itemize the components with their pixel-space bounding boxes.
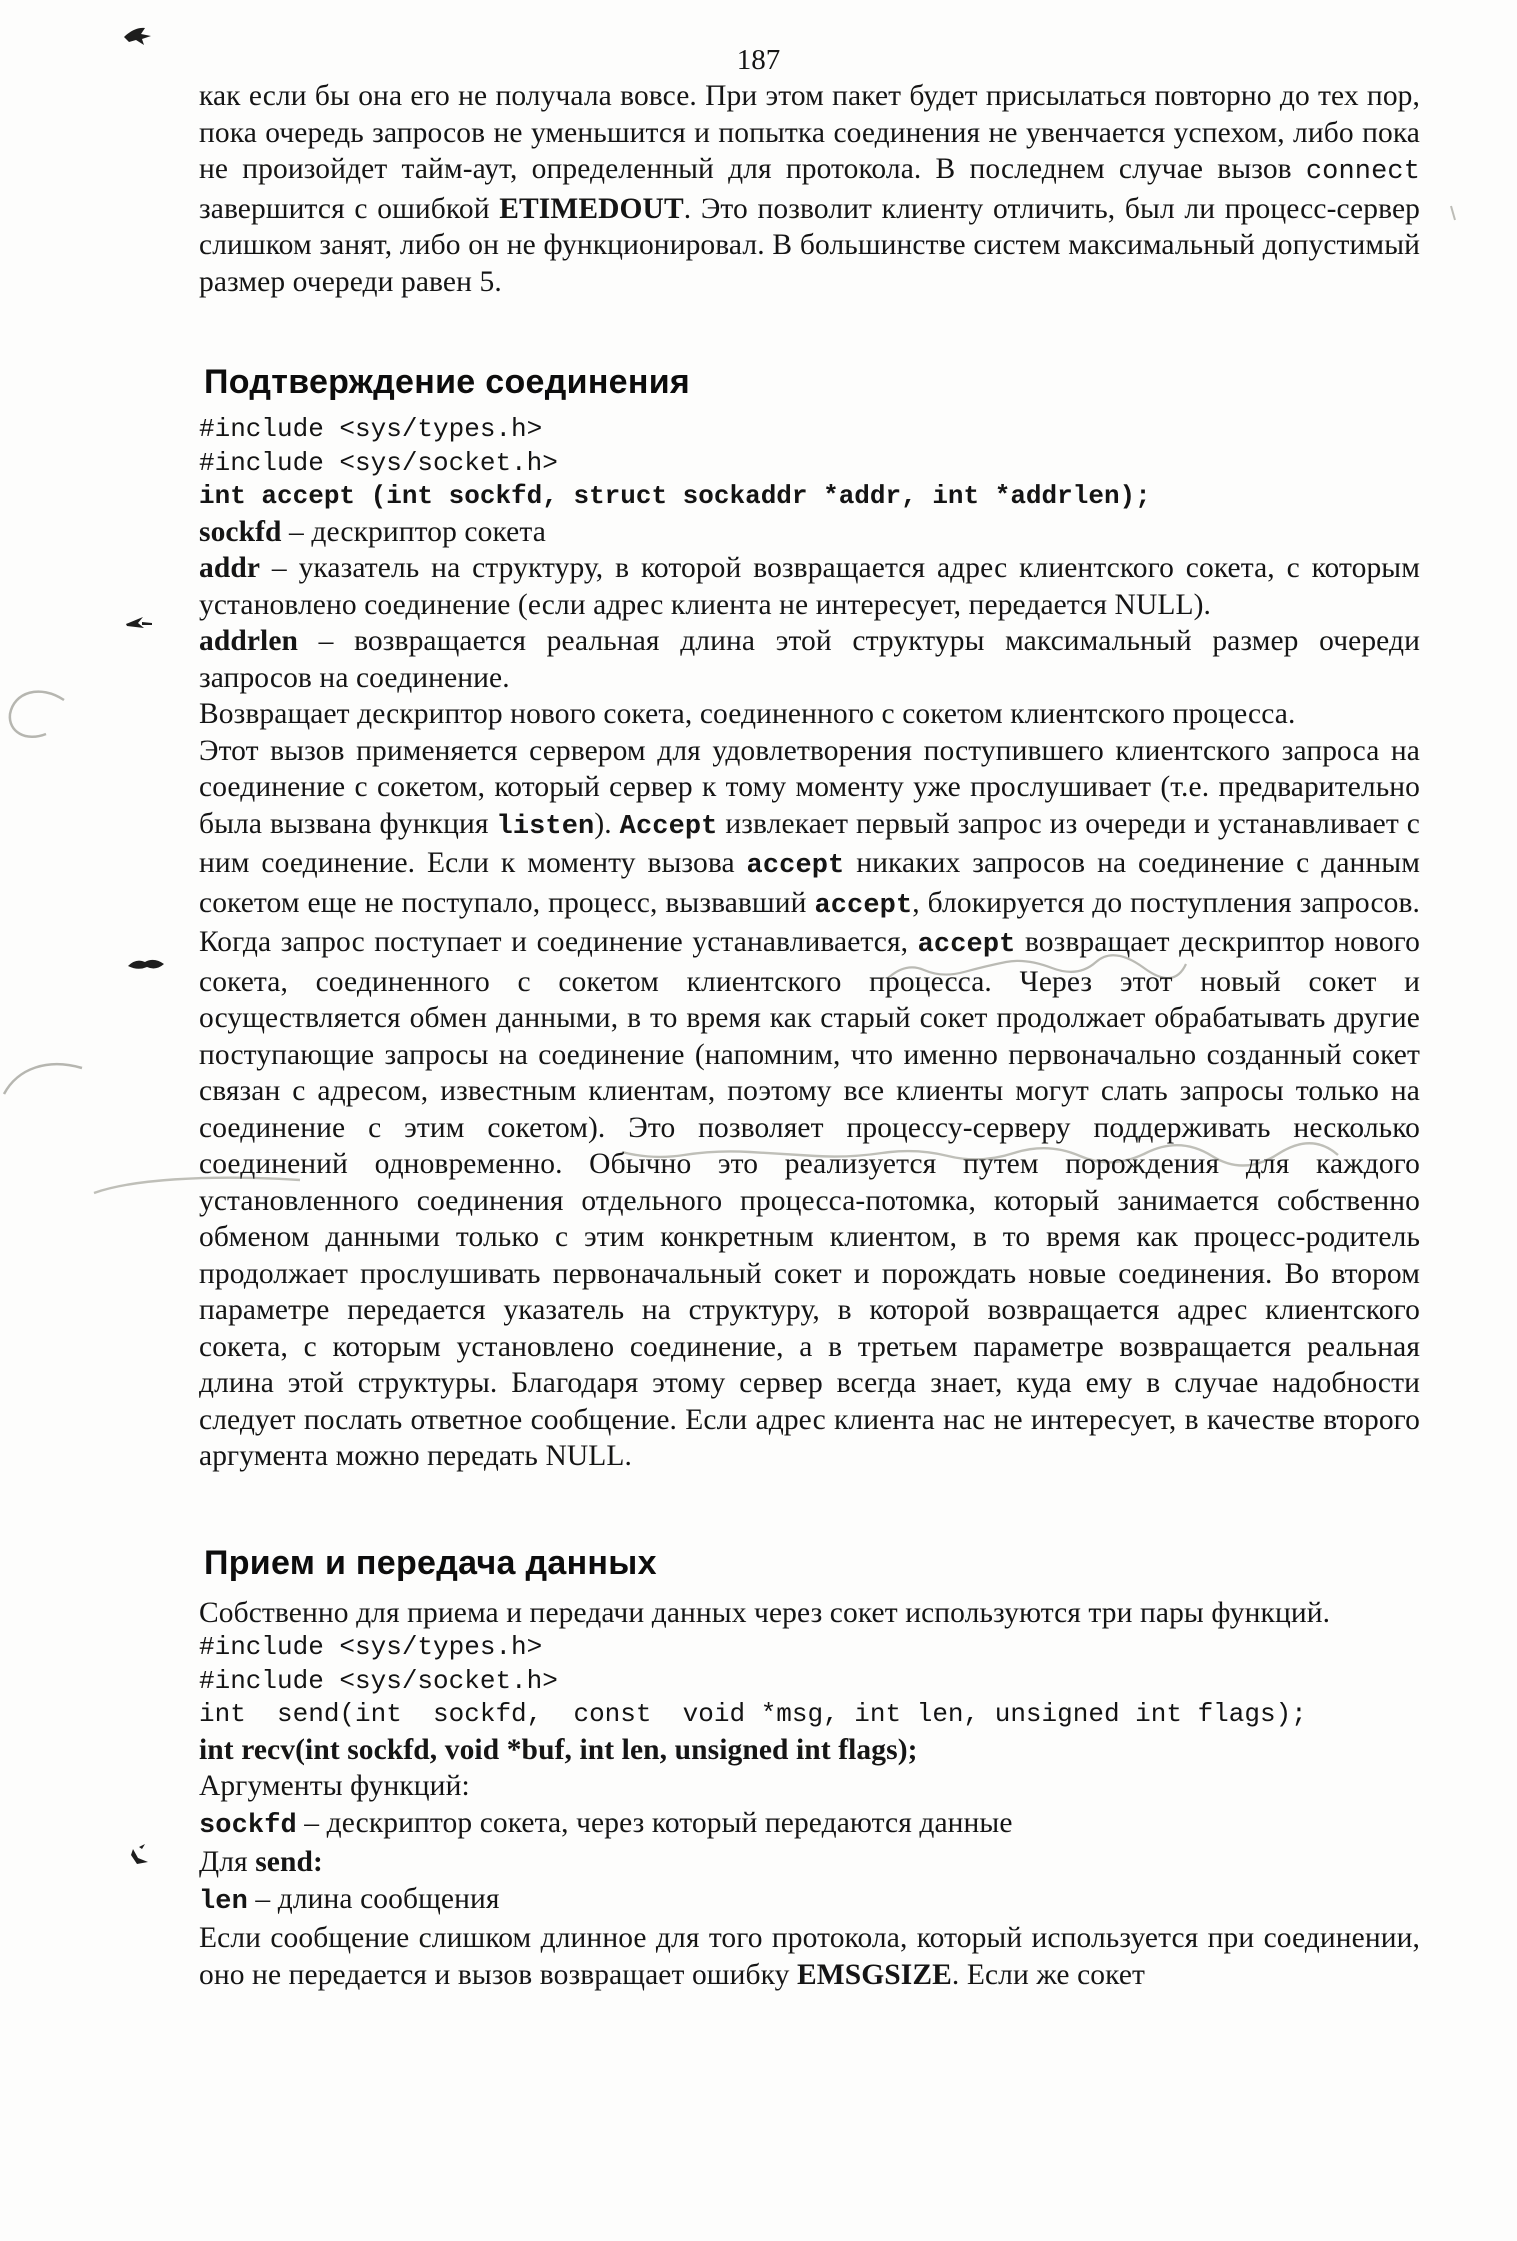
text-run-plain: #include <sys/socket.h> xyxy=(199,1665,558,1696)
para-accept-main xyxy=(199,733,1420,1475)
text-run-mono: connect xyxy=(1305,157,1420,187)
text-run-plain: – возвращается реальная длина этой структуры максимальный размер очереди запросов на соединение. xyxy=(199,625,1420,694)
pencil-arc-lower xyxy=(4,1064,82,1094)
code-line xyxy=(199,447,1420,481)
text-run-monobold: accept xyxy=(917,930,1016,960)
ink-blot-low xyxy=(131,1844,148,1864)
text-run-monobold: accept xyxy=(746,851,845,881)
def-addr xyxy=(199,550,1420,623)
text-run-plain: возвращает дескриптор нового сокета, соединенного с сокетом клиентского процесса. Через этот новый сокет и осуществляется обмен данными, в то время как старый сокет продолжает обрабатывать другие поступающие запросы на соединение (напомним, что именно первоначально созданный сокет связан с адресом, известным клиентам, поэтому все клиенты могут слать запросы только на соединение с этим сокетом). Это позволяет процессу-серверу поддерживать несколько соединений одновременно. Обычно это реализуется путем порождения для каждого установленного соединения отдельного процесса-потомка, который занимается собственно обменом данными только с этим конкретным клиентом, в то время как процесс-родитель продолжает прослушивать первоначальный сокет и порождать новые соединения. Во втором параметре передается указатель на структуру, в которой возвращается адрес клиентского сокета, с которым установлено соединение, а в третьем параметре возвращается реальная длина этой структуры. Благодаря этому сервер всегда знает, куда ему в случае надобности следует послать ответное сообщение. Если адрес клиента нас не интересует, в качестве второго аргумента можно передать NULL. xyxy=(199,926,1420,1472)
text-run-plain: . Если же сокет xyxy=(951,1958,1146,1991)
text-run-monobold: len xyxy=(199,1886,248,1917)
text-run-plain: Для xyxy=(199,1846,256,1878)
pencil-tick-right xyxy=(1451,206,1455,220)
text-run-bold: EMSGSIZE xyxy=(796,1958,952,1991)
para-returns xyxy=(199,696,1420,733)
text-run-plain: извлекает первый запрос из очереди и устанавливает с ним соединение. Если к моменту вызова xyxy=(199,807,1420,879)
text-run-plain: Прием и передача данных xyxy=(204,1543,657,1582)
heading-confirm xyxy=(199,360,1420,404)
def-for-send xyxy=(199,1844,1420,1881)
para-intro xyxy=(199,78,1420,300)
def-sockfd xyxy=(199,514,1420,551)
para-three-pairs xyxy=(199,1595,1420,1632)
code-line xyxy=(199,1631,1420,1665)
text-run-plain: Подтверждение соединения xyxy=(204,363,691,401)
text-run-plain: Аргументы функций: xyxy=(199,1770,470,1802)
text-run-plain: int send(int sockfd, const void *msg, int len, unsigned int flags); xyxy=(199,1699,1307,1729)
code-line xyxy=(199,1698,1420,1732)
ink-arrow-mid xyxy=(126,617,152,628)
text-run-plain: #include <sys/types.h> xyxy=(199,414,543,444)
text-run-plain: завершится с ошибкой xyxy=(199,192,500,225)
ink-blot-double xyxy=(128,960,164,969)
text-run-bold: int accept (int sockfd, struct sockaddr *addr, int *addrlen); xyxy=(199,481,1151,511)
text-run-bold: sockfd xyxy=(199,515,282,548)
text-run-bold: send: xyxy=(255,1846,323,1878)
text-run-plain: Этот вызов применяется сервером для удовлетворения поступившего клиентского запроса на соединение с сокетом, который сервер к тому моменту уже прослушивает (т.е. предварительно была вызвана функция xyxy=(199,734,1420,840)
text-run-monobold: sockfd xyxy=(199,1810,297,1841)
page-number: 187 xyxy=(736,44,781,76)
text-run-bold: ETIMEDOUT xyxy=(499,192,684,225)
code-line xyxy=(199,413,1420,447)
text-run-monobold: Accept xyxy=(619,811,718,842)
text-run-plain: ). xyxy=(594,807,620,840)
para-args xyxy=(199,1768,1420,1805)
heading-data xyxy=(199,1541,1420,1585)
text-run-plain: – указатель на структуру, в которой возвращается адрес клиентского сокета, с которым установлено соединение (если адрес клиента не интересует, передается NULL). xyxy=(199,552,1420,621)
text-run-bold: addrlen xyxy=(199,625,299,657)
text-run-plain: . Это позволит клиенту отличить, был ли процесс-сервер слишком занят, либо он не функционировал. В большинстве систем максимальный допустимый размер очереди равен 5. xyxy=(199,192,1420,298)
text-run-plain: – дескриптор сокета xyxy=(281,515,546,548)
text-run-bold: addr xyxy=(199,552,261,584)
text-run-monobold: listen xyxy=(496,811,595,842)
def-sockfd2 xyxy=(199,1805,1420,1845)
pencil-arc-upper xyxy=(10,692,64,737)
text-run-plain: – длина сообщения xyxy=(247,1882,500,1915)
page-content xyxy=(199,78,1420,1993)
def-len xyxy=(199,1881,1420,1921)
text-run-plain: Если сообщение слишком длинное для того протокола, который используется при соединении, оно не передается и вызов возвращает ошибку xyxy=(199,1922,1420,1991)
proto-recv xyxy=(199,1732,1420,1769)
text-run-plain: никаких запросов на соединение с данным сокетом еще не поступало, процесс, вызвавший xyxy=(199,847,1420,919)
text-run-plain: – дескриптор сокета, через который передаются данные xyxy=(296,1806,1013,1839)
text-run-plain: Собственно для приема и передачи данных через сокет используются три пары функций. xyxy=(199,1596,1331,1629)
text-run-monobold: accept xyxy=(814,890,913,921)
code-line xyxy=(199,1665,1420,1699)
text-run-plain: , блокируется до поступления запросов. Когда запрос поступает и соединение устанавливается, xyxy=(199,886,1421,958)
code-accept xyxy=(199,413,1420,514)
text-run-plain: как если бы она его не получала вовсе. При этом пакет будет присылаться повторно до тех пор, пока очередь запросов не уменьшится и попытка соединения не увенчается успехом, либо пока не произойдет тайм-аут, определенный для протокола. В последнем случае вызов xyxy=(199,80,1420,185)
text-run-plain: #include <sys/types.h> xyxy=(199,1632,543,1662)
text-run-plain: Возвращает дескриптор нового сокета, соединенного с сокетом клиентского процесса. xyxy=(199,698,1296,730)
code-line xyxy=(199,480,1420,514)
code-send xyxy=(199,1631,1420,1732)
text-run-plain: #include <sys/socket.h> xyxy=(199,447,558,478)
text-run-bold: int recv(int sockfd, void *buf, int len, unsigned int flags); xyxy=(199,1733,918,1766)
def-addrlen xyxy=(199,623,1420,696)
para-emsgsize xyxy=(199,1920,1420,1993)
